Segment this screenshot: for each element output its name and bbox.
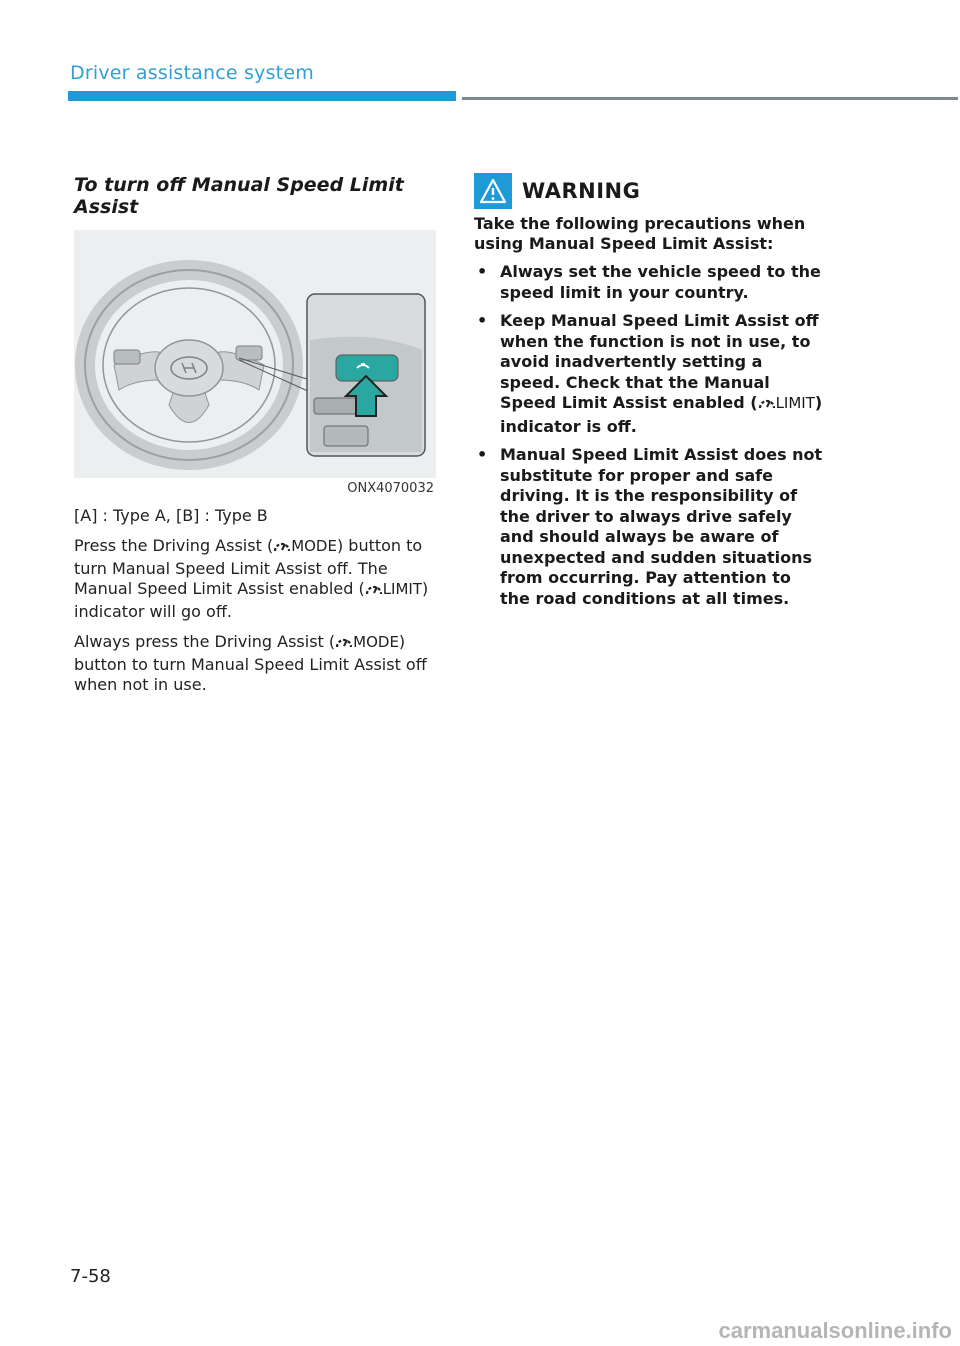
figure-caption: [A] : Type A, [B] : Type B	[74, 506, 268, 525]
driving-assist-icon	[273, 538, 291, 559]
para1-text-3: ) indicator will go off.	[74, 579, 429, 621]
watermark: carmanualsonline.info	[718, 1318, 952, 1343]
warning-item-text: Always set the vehicle speed to the speed limit in your country.	[500, 262, 821, 302]
driving-assist-icon	[335, 634, 353, 655]
figure-code: ONX4070032	[347, 481, 434, 496]
section-header-title: Driver assistance system	[70, 62, 314, 84]
warning-list	[474, 262, 826, 609]
steering-wheel-illustration	[74, 230, 436, 478]
header-rule-accent	[68, 91, 456, 101]
warning-item-text: Manual Speed Limit Assist does not substitute for proper and safe driving. It is the responsibility of the driver to always drive safely and should always be aware of unexpected and sudden situations from occurring. Pay attention to the road conditions at all times.	[500, 445, 823, 608]
mode-label: MODE	[353, 633, 399, 651]
para2-text-1: Always press the Driving Assist (	[74, 632, 336, 651]
para1-text-2: ) button to turn Manual Speed Limit Assist off. The Manual Speed Limit Assist enabled (	[74, 536, 423, 598]
left-column	[74, 174, 438, 695]
limit-label: LIMIT	[382, 580, 423, 598]
para1-text-1: Press the Driving Assist (	[74, 536, 274, 555]
warning-header	[474, 172, 826, 210]
limit-label: LIMIT	[775, 394, 815, 412]
paragraph-always-press	[74, 632, 438, 695]
mode-label: MODE	[291, 537, 337, 555]
warning-item	[474, 262, 826, 303]
warning-icon	[474, 173, 512, 209]
para2-text-2: ) button to turn Manual Speed Limit Assist off when not in use.	[74, 632, 427, 694]
warning-item	[474, 445, 826, 609]
speed-limit-indicator-icon	[758, 395, 776, 417]
bullet: •	[477, 311, 488, 330]
header-rule-gray	[462, 97, 958, 100]
page-number: 7-58	[70, 1266, 111, 1287]
speed-limit-indicator-icon	[365, 581, 383, 602]
steering-wheel-graphic	[74, 230, 436, 478]
bullet: •	[477, 445, 488, 464]
warning-box	[474, 172, 826, 617]
warning-item-text: ) indicator is off.	[500, 393, 823, 436]
warning-title: WARNING	[522, 179, 641, 203]
warning-item-text: Keep Manual Speed Limit Assist off when the function is not in use, to avoid inadvertently setting a speed. Check that the Manual Speed Limit Assist enabled (	[500, 311, 819, 412]
warning-intro: Take the following precautions when using Manual Speed Limit Assist:	[474, 214, 806, 253]
paragraph-turn-off	[74, 536, 438, 622]
section-heading: To turn off Manual Speed Limit Assist	[74, 174, 404, 218]
bullet: •	[477, 262, 488, 281]
warning-item	[474, 311, 826, 437]
